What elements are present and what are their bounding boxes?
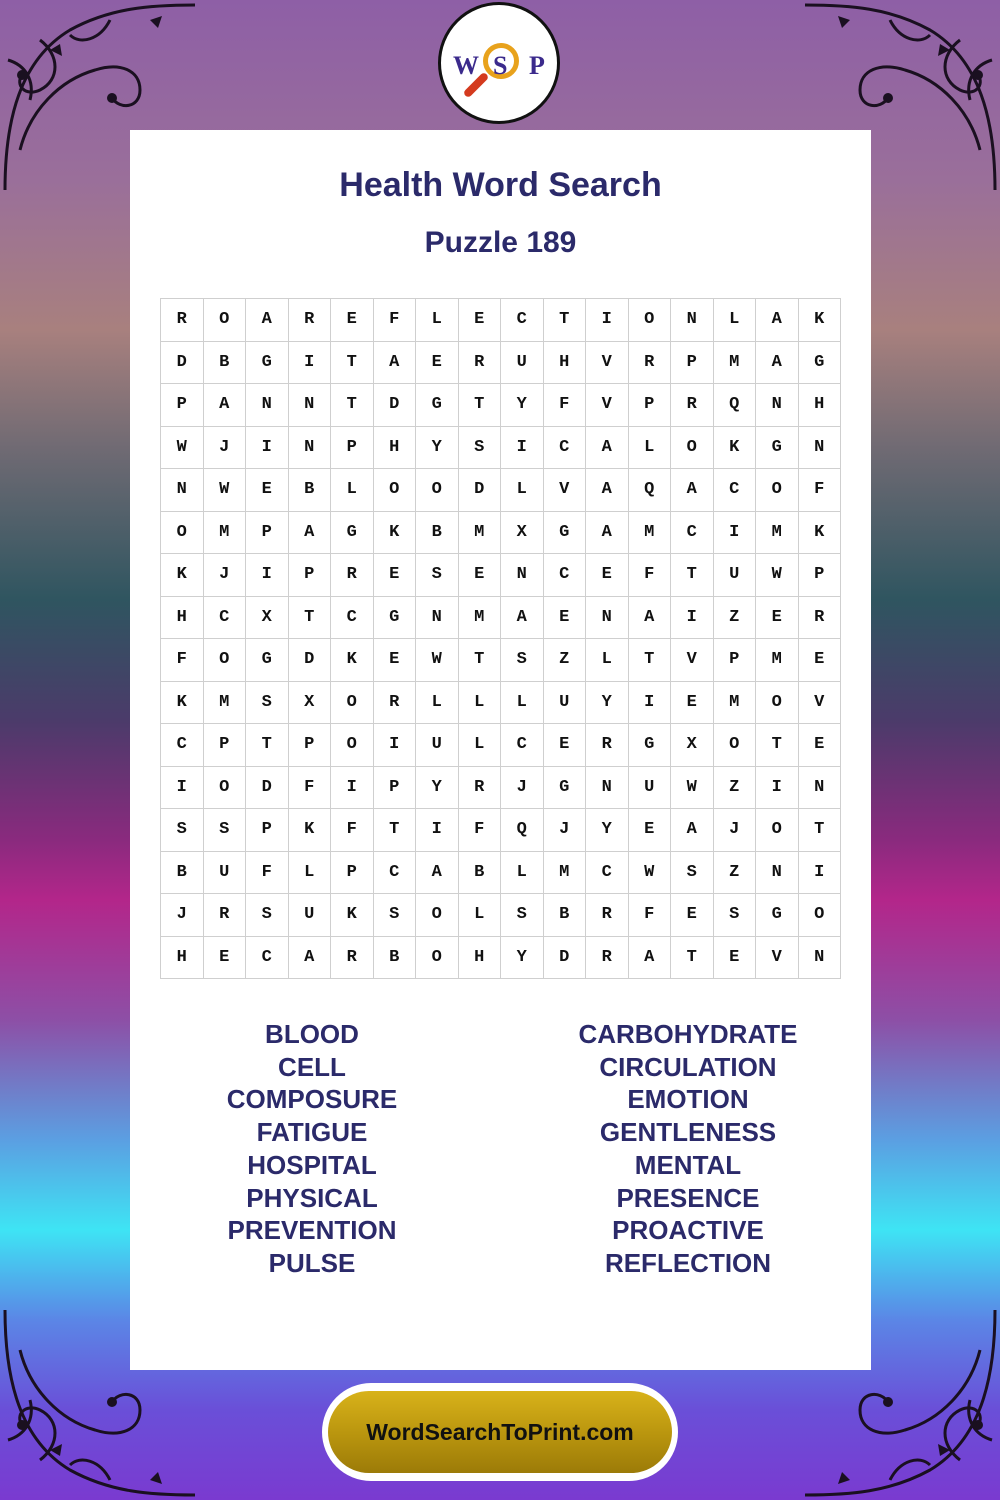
grid-cell: C <box>501 299 544 342</box>
grid-cell: W <box>161 427 204 470</box>
grid-cell: V <box>671 639 714 682</box>
grid-cell: P <box>331 852 374 895</box>
grid-cell: J <box>204 427 247 470</box>
site-link-label[interactable]: WordSearchToPrint.com <box>328 1391 672 1473</box>
grid-cell: G <box>756 427 799 470</box>
grid-cell: E <box>671 682 714 725</box>
grid-cell: N <box>671 299 714 342</box>
grid-cell: A <box>289 937 332 980</box>
grid-cell: K <box>331 639 374 682</box>
grid-cell: Y <box>501 937 544 980</box>
grid-cell: F <box>459 809 502 852</box>
grid-cell: L <box>501 469 544 512</box>
grid-cell: R <box>289 299 332 342</box>
grid-cell: U <box>714 554 757 597</box>
grid-cell: L <box>501 852 544 895</box>
grid-cell: O <box>416 469 459 512</box>
grid-cell: M <box>459 512 502 555</box>
grid-cell: O <box>629 299 672 342</box>
grid-cell: E <box>459 554 502 597</box>
grid-cell: K <box>289 809 332 852</box>
grid-cell: E <box>629 809 672 852</box>
grid-cell: N <box>799 767 842 810</box>
grid-cell: E <box>756 597 799 640</box>
grid-cell: J <box>161 894 204 937</box>
grid-cell: P <box>714 639 757 682</box>
grid-cell: T <box>374 809 417 852</box>
grid-cell: A <box>671 809 714 852</box>
grid-cell: J <box>501 767 544 810</box>
grid-cell: M <box>756 512 799 555</box>
grid-cell: P <box>289 554 332 597</box>
grid-cell: U <box>501 342 544 385</box>
grid-cell: O <box>204 639 247 682</box>
word-list-item: PREVENTION <box>227 1215 397 1246</box>
grid-cell: N <box>289 384 332 427</box>
grid-cell: Y <box>586 682 629 725</box>
grid-cell: N <box>161 469 204 512</box>
grid-cell: M <box>756 639 799 682</box>
grid-cell: H <box>459 937 502 980</box>
grid-cell: S <box>204 809 247 852</box>
grid-cell: L <box>714 299 757 342</box>
grid-cell: M <box>204 682 247 725</box>
grid-cell: T <box>331 384 374 427</box>
grid-cell: O <box>756 809 799 852</box>
grid-cell: T <box>459 384 502 427</box>
grid-cell: E <box>714 937 757 980</box>
grid-cell: Z <box>544 639 587 682</box>
grid-cell: K <box>331 894 374 937</box>
grid-cell: Y <box>416 767 459 810</box>
grid-cell: C <box>671 512 714 555</box>
grid-cell: C <box>586 852 629 895</box>
grid-cell: W <box>671 767 714 810</box>
grid-cell: G <box>799 342 842 385</box>
site-logo[interactable] <box>438 2 560 124</box>
grid-cell: N <box>416 597 459 640</box>
grid-cell: U <box>204 852 247 895</box>
grid-cell: O <box>331 724 374 767</box>
grid-cell: V <box>586 342 629 385</box>
grid-cell: E <box>416 342 459 385</box>
grid-cell: S <box>459 427 502 470</box>
grid-cell: O <box>671 427 714 470</box>
grid-cell: W <box>416 639 459 682</box>
grid-cell: M <box>459 597 502 640</box>
word-list-item: PULSE <box>268 1247 356 1278</box>
grid-cell: G <box>331 512 374 555</box>
grid-cell: N <box>799 427 842 470</box>
grid-cell: X <box>501 512 544 555</box>
grid-cell: B <box>374 937 417 980</box>
grid-cell: Z <box>714 852 757 895</box>
grid-cell: A <box>204 384 247 427</box>
grid-cell: J <box>714 809 757 852</box>
grid-cell: M <box>714 682 757 725</box>
grid-cell: G <box>544 767 587 810</box>
grid-cell: I <box>246 554 289 597</box>
grid-cell: T <box>671 554 714 597</box>
grid-cell: O <box>714 724 757 767</box>
grid-cell: R <box>586 724 629 767</box>
grid-cell: F <box>246 852 289 895</box>
grid-cell: S <box>416 554 459 597</box>
grid-cell: P <box>161 384 204 427</box>
grid-cell: N <box>799 937 842 980</box>
word-list-right <box>538 1018 838 1280</box>
grid-cell: O <box>416 894 459 937</box>
grid-cell: T <box>331 342 374 385</box>
grid-cell: X <box>246 597 289 640</box>
grid-cell: R <box>799 597 842 640</box>
grid-cell: L <box>459 894 502 937</box>
grid-cell: R <box>671 384 714 427</box>
grid-cell: U <box>544 682 587 725</box>
grid-cell: A <box>756 299 799 342</box>
grid-cell: M <box>629 512 672 555</box>
grid-cell: O <box>161 512 204 555</box>
grid-cell: A <box>586 427 629 470</box>
logo-letter-p: P <box>529 51 545 80</box>
grid-cell: B <box>204 342 247 385</box>
grid-cell: W <box>204 469 247 512</box>
grid-cell: S <box>671 852 714 895</box>
grid-cell: L <box>459 682 502 725</box>
grid-cell: C <box>204 597 247 640</box>
grid-cell: O <box>204 767 247 810</box>
grid-cell: R <box>374 682 417 725</box>
grid-cell: K <box>799 512 842 555</box>
grid-cell: L <box>289 852 332 895</box>
grid-cell: F <box>799 469 842 512</box>
grid-cell: P <box>799 554 842 597</box>
grid-cell: D <box>161 342 204 385</box>
letter-grid <box>160 298 841 979</box>
word-list-item: FATIGUE <box>256 1117 368 1148</box>
grid-cell: N <box>501 554 544 597</box>
grid-cell: S <box>501 639 544 682</box>
grid-cell: T <box>246 724 289 767</box>
word-list-item: GENTLENESS <box>599 1117 777 1148</box>
grid-cell: Y <box>501 384 544 427</box>
grid-cell: A <box>246 299 289 342</box>
grid-cell: K <box>161 554 204 597</box>
grid-cell: P <box>374 767 417 810</box>
grid-cell: E <box>374 639 417 682</box>
grid-cell: K <box>799 299 842 342</box>
grid-cell: X <box>289 682 332 725</box>
grid-cell: Y <box>416 427 459 470</box>
grid-cell: F <box>161 639 204 682</box>
puzzle-number: Puzzle 189 <box>424 226 577 259</box>
grid-cell: E <box>331 299 374 342</box>
grid-cell: E <box>799 639 842 682</box>
grid-cell: R <box>459 342 502 385</box>
grid-cell: W <box>756 554 799 597</box>
grid-cell: F <box>374 299 417 342</box>
word-list-item: REFLECTION <box>604 1247 772 1278</box>
grid-cell: J <box>544 809 587 852</box>
grid-cell: I <box>374 724 417 767</box>
grid-cell: C <box>714 469 757 512</box>
grid-cell: M <box>544 852 587 895</box>
grid-cell: G <box>544 512 587 555</box>
grid-cell: I <box>671 597 714 640</box>
grid-cell: L <box>416 299 459 342</box>
grid-cell: N <box>756 384 799 427</box>
word-list-item: CIRCULATION <box>599 1051 777 1082</box>
grid-cell: I <box>714 512 757 555</box>
grid-cell: V <box>586 384 629 427</box>
word-list-item: COMPOSURE <box>226 1084 398 1115</box>
grid-cell: C <box>331 597 374 640</box>
grid-cell: J <box>204 554 247 597</box>
grid-cell: N <box>586 767 629 810</box>
grid-cell: I <box>416 809 459 852</box>
grid-cell: O <box>756 682 799 725</box>
grid-cell: H <box>161 597 204 640</box>
grid-cell: B <box>161 852 204 895</box>
grid-cell: D <box>544 937 587 980</box>
grid-cell: U <box>416 724 459 767</box>
grid-cell: E <box>204 937 247 980</box>
grid-cell: O <box>331 682 374 725</box>
grid-cell: L <box>331 469 374 512</box>
grid-cell: A <box>374 342 417 385</box>
grid-cell: E <box>586 554 629 597</box>
grid-cell: U <box>629 767 672 810</box>
grid-cell: X <box>671 724 714 767</box>
grid-cell: R <box>161 299 204 342</box>
grid-cell: P <box>671 342 714 385</box>
grid-cell: T <box>756 724 799 767</box>
grid-cell: E <box>459 299 502 342</box>
grid-cell: A <box>756 342 799 385</box>
grid-cell: E <box>544 724 587 767</box>
grid-cell: I <box>501 427 544 470</box>
grid-cell: B <box>459 852 502 895</box>
grid-cell: R <box>331 554 374 597</box>
grid-cell: Q <box>501 809 544 852</box>
grid-cell: I <box>586 299 629 342</box>
grid-cell: E <box>799 724 842 767</box>
grid-cell: R <box>459 767 502 810</box>
grid-cell: T <box>629 639 672 682</box>
grid-cell: T <box>671 937 714 980</box>
grid-cell: Z <box>714 767 757 810</box>
grid-cell: I <box>289 342 332 385</box>
grid-cell: B <box>544 894 587 937</box>
grid-cell: H <box>799 384 842 427</box>
grid-cell: P <box>204 724 247 767</box>
grid-cell: C <box>161 724 204 767</box>
grid-cell: G <box>246 639 289 682</box>
grid-cell: K <box>161 682 204 725</box>
grid-cell: C <box>374 852 417 895</box>
grid-cell: F <box>331 809 374 852</box>
grid-cell: L <box>501 682 544 725</box>
word-list-item: CELL <box>278 1051 346 1082</box>
grid-cell: G <box>246 342 289 385</box>
word-list-item: HOSPITAL <box>247 1149 377 1180</box>
grid-cell: R <box>629 342 672 385</box>
grid-cell: Z <box>714 597 757 640</box>
grid-cell: Q <box>629 469 672 512</box>
word-list-item: EMOTION <box>627 1084 749 1115</box>
grid-cell: S <box>161 809 204 852</box>
grid-cell: L <box>629 427 672 470</box>
grid-cell: Y <box>586 809 629 852</box>
grid-cell: H <box>374 427 417 470</box>
grid-cell: C <box>246 937 289 980</box>
grid-cell: P <box>289 724 332 767</box>
grid-cell: Q <box>714 384 757 427</box>
grid-cell: A <box>629 597 672 640</box>
grid-cell: T <box>799 809 842 852</box>
grid-cell: O <box>799 894 842 937</box>
grid-cell: P <box>629 384 672 427</box>
grid-cell: G <box>374 597 417 640</box>
grid-cell: V <box>799 682 842 725</box>
grid-cell: N <box>756 852 799 895</box>
grid-cell: L <box>459 724 502 767</box>
grid-cell: S <box>714 894 757 937</box>
grid-cell: T <box>544 299 587 342</box>
grid-cell: T <box>459 639 502 682</box>
grid-cell: D <box>459 469 502 512</box>
grid-cell: H <box>161 937 204 980</box>
grid-cell: D <box>374 384 417 427</box>
grid-cell: S <box>246 894 289 937</box>
word-list-item: CARBOHYDRATE <box>578 1019 798 1049</box>
grid-cell: G <box>629 724 672 767</box>
grid-cell: N <box>289 427 332 470</box>
grid-cell: W <box>629 852 672 895</box>
grid-cell: S <box>501 894 544 937</box>
grid-cell: R <box>586 894 629 937</box>
grid-cell: E <box>246 469 289 512</box>
word-list-item: PHYSICAL <box>246 1182 378 1213</box>
grid-cell: I <box>246 427 289 470</box>
grid-cell: A <box>586 512 629 555</box>
grid-cell: F <box>544 384 587 427</box>
grid-cell: C <box>544 554 587 597</box>
word-list-item: PROACTIVE <box>612 1215 764 1246</box>
grid-cell: I <box>756 767 799 810</box>
word-list-left <box>162 1018 462 1280</box>
grid-cell: S <box>246 682 289 725</box>
grid-cell: A <box>501 597 544 640</box>
grid-cell: M <box>204 512 247 555</box>
grid-cell: R <box>331 937 374 980</box>
grid-cell: U <box>289 894 332 937</box>
grid-cell: V <box>544 469 587 512</box>
grid-cell: L <box>586 639 629 682</box>
grid-cell: O <box>204 299 247 342</box>
grid-cell: K <box>714 427 757 470</box>
page-title: Health Word Search <box>339 166 662 204</box>
grid-cell: G <box>756 894 799 937</box>
grid-cell: I <box>629 682 672 725</box>
grid-cell: A <box>289 512 332 555</box>
grid-cell: E <box>544 597 587 640</box>
grid-cell: B <box>289 469 332 512</box>
grid-cell: F <box>289 767 332 810</box>
grid-cell: E <box>374 554 417 597</box>
grid-cell: G <box>416 384 459 427</box>
grid-cell: A <box>586 469 629 512</box>
grid-cell: H <box>544 342 587 385</box>
grid-cell: C <box>501 724 544 767</box>
logo-letter-w: W <box>453 51 479 80</box>
grid-cell: O <box>756 469 799 512</box>
grid-cell: R <box>204 894 247 937</box>
grid-cell: B <box>416 512 459 555</box>
grid-cell: P <box>246 809 289 852</box>
grid-cell: V <box>756 937 799 980</box>
grid-cell: O <box>374 469 417 512</box>
word-list-item: BLOOD <box>265 1019 359 1049</box>
grid-cell: D <box>246 767 289 810</box>
grid-cell: A <box>416 852 459 895</box>
grid-cell: I <box>161 767 204 810</box>
grid-cell: N <box>586 597 629 640</box>
grid-cell: O <box>416 937 459 980</box>
grid-cell: A <box>671 469 714 512</box>
word-list-item: PRESENCE <box>616 1182 760 1213</box>
grid-cell: P <box>331 427 374 470</box>
grid-cell: R <box>586 937 629 980</box>
grid-cell: I <box>331 767 374 810</box>
site-link-button[interactable] <box>322 1383 678 1481</box>
logo-letter-s: S <box>493 51 508 80</box>
grid-cell: E <box>671 894 714 937</box>
grid-cell: N <box>246 384 289 427</box>
grid-cell: I <box>799 852 842 895</box>
grid-cell: P <box>246 512 289 555</box>
grid-cell: M <box>714 342 757 385</box>
grid-cell: F <box>629 554 672 597</box>
grid-cell: D <box>289 639 332 682</box>
grid-cell: T <box>289 597 332 640</box>
grid-cell: L <box>416 682 459 725</box>
grid-cell: F <box>629 894 672 937</box>
grid-cell: S <box>374 894 417 937</box>
puzzle-card <box>130 130 871 1370</box>
grid-cell: A <box>629 937 672 980</box>
grid-cell: C <box>544 427 587 470</box>
grid-cell: K <box>374 512 417 555</box>
word-list-item: MENTAL <box>634 1149 742 1180</box>
